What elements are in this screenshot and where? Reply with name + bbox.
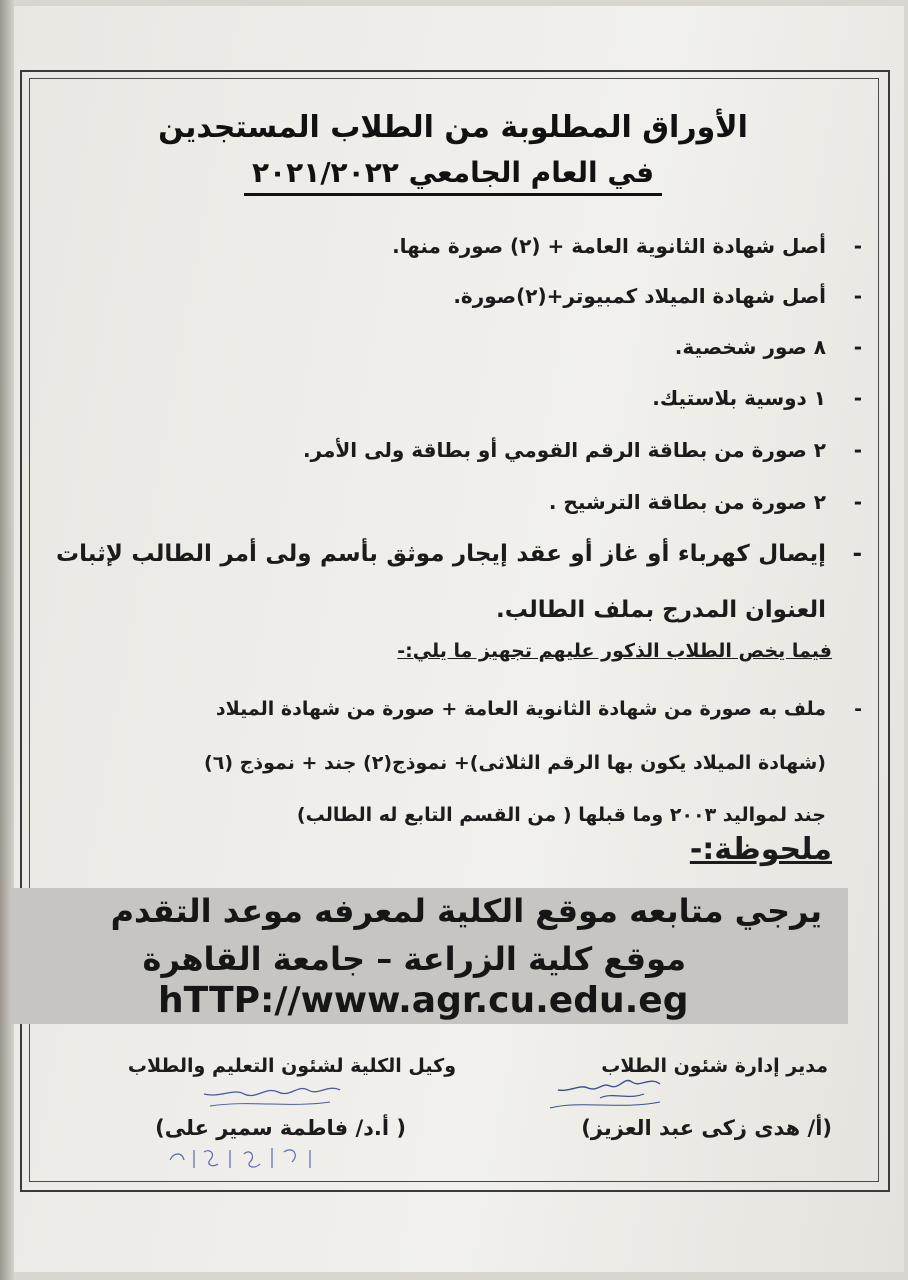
bullet-dash: -: [853, 284, 862, 308]
required-item-6: [548, 490, 862, 514]
bullet-dash: -: [853, 438, 862, 462]
student-affairs-director-name: (أ/ هدى زكى عبد العزيز): [581, 1116, 832, 1140]
male-requirement-line-2: (شهادة الميلاد يكون بها الرقم الثلاثى)+ نموذج(٢) جند + نموذج (٦): [204, 752, 826, 774]
page-edge-shadow: [0, 0, 14, 1280]
item-text: إيصال كهرباء أو غاز أو عقد إيجار موثق بأسم ولى أمر الطالب لإثبات العنوان المدرج بملف الطالب.: [56, 541, 826, 623]
bullet-dash: -: [853, 490, 862, 514]
male-requirement-line-1: [215, 698, 862, 720]
item-text: ٢ صورة من بطاقة الترشيح .: [548, 490, 826, 514]
note-line-2: موقع كلية الزراعة – جامعة القاهرة: [142, 940, 686, 978]
student-affairs-director-title: مدير إدارة شئون الطلاب: [601, 1055, 828, 1077]
vice-dean-handwritten-signature: [190, 1080, 350, 1116]
bullet-dash: -: [853, 386, 862, 410]
item-text: ٨ صور شخصية.: [674, 335, 826, 359]
vice-dean-title: وكيل الكلية لشئون التعليم والطلاب: [127, 1055, 456, 1077]
required-item-3: [674, 335, 862, 359]
bullet-dash: -: [854, 698, 862, 720]
item-text: أصل شهادة الميلاد كمبيوتر+(٢)صورة.: [453, 284, 826, 308]
document-title: الأوراق المطلوبة من الطلاب المستجدين: [158, 110, 748, 145]
document-subtitle: [30, 156, 876, 189]
required-item-5: [302, 438, 862, 462]
director-handwritten-signature: [540, 1070, 680, 1120]
faculty-website-url: hTTP://www.agr.cu.edu.eg: [158, 980, 689, 1021]
required-item-1: [392, 234, 862, 258]
item-text: أصل شهادة الثانوية العامة + (٢) صورة منها.: [392, 234, 826, 258]
vice-dean-name: ( أ.د/ فاطمة سمير على): [155, 1116, 406, 1140]
required-item-7: [56, 526, 862, 638]
item-text: ١ دوسية بلاستيك.: [652, 386, 826, 410]
male-requirement-line-3: جند لمواليد ٢٠٠٣ وما قبلها ( من القسم التابع له الطالب): [296, 804, 826, 826]
note-label: ملحوظة:-: [689, 832, 832, 867]
note-line-1: يرجي متابعه موقع الكلية لمعرفه موعد التقدم: [110, 892, 822, 930]
bullet-dash: -: [853, 335, 862, 359]
vice-dean-handwritten-date: [160, 1140, 340, 1174]
document-content: [30, 80, 876, 1180]
required-item-4: [652, 386, 862, 410]
required-item-2: [453, 284, 862, 308]
male-students-heading: فيما يخص الطلاب الذكور عليهم تجهيز ما يلي:-: [397, 640, 832, 662]
item-text: ٢ صورة من بطاقة الرقم القومي أو بطاقة ولى الأمر.: [302, 438, 826, 462]
line-text: ملف به صورة من شهادة الثانوية العامة + صورة من شهادة الميلاد: [215, 698, 826, 720]
academic-year: في العام الجامعي ٢٠٢١/٢٠٢٢: [244, 156, 662, 196]
bullet-dash: -: [853, 234, 862, 258]
bullet-dash: -: [852, 541, 862, 567]
